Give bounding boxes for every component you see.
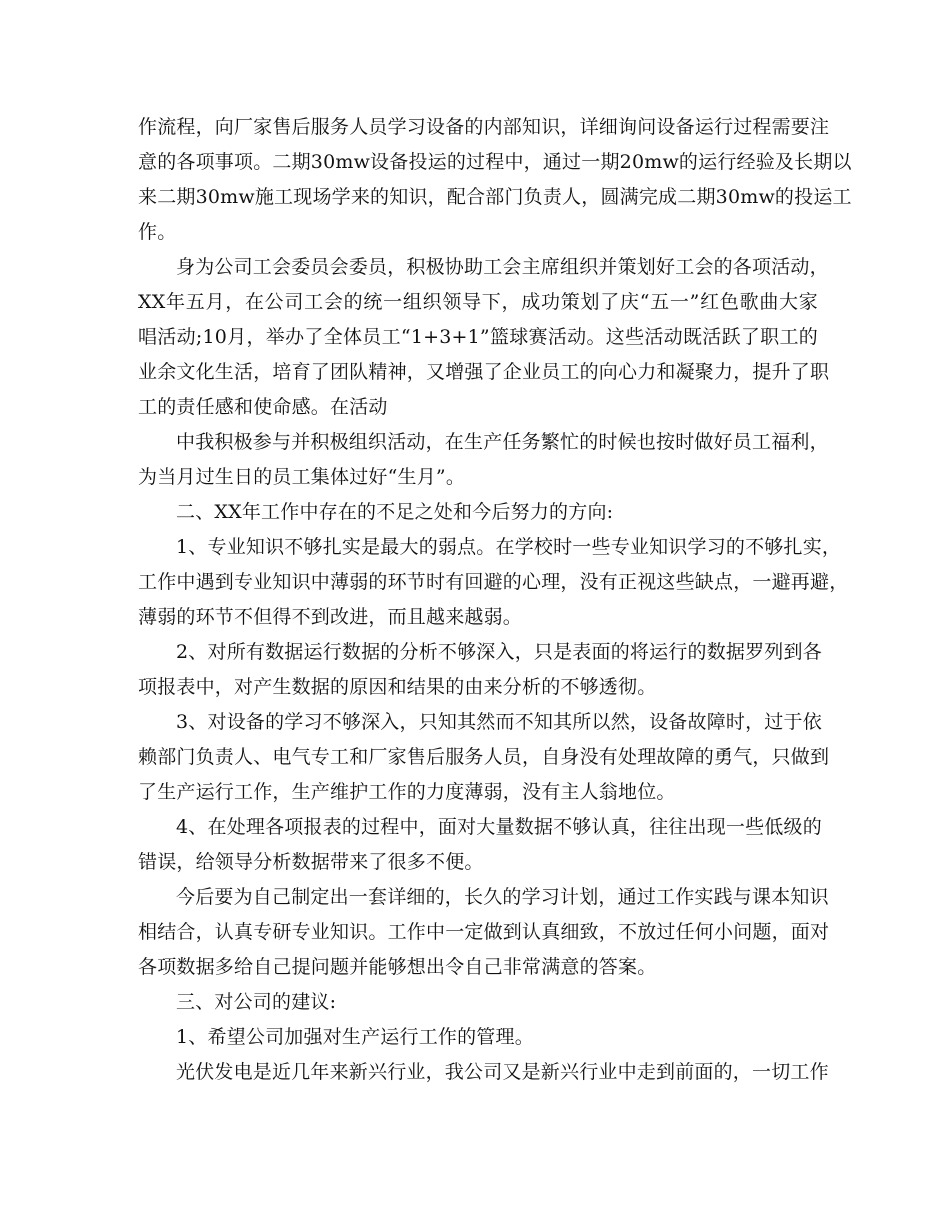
- text-line: 为当月过生日的员工集体过好“生月”。: [138, 466, 466, 488]
- text-line: 了生产运行工作，生产维护工作的力度薄弱，没有主人翁地位。: [138, 781, 676, 803]
- text-line: 薄弱的环节不但得不到改进，而且越来越弱。: [138, 606, 523, 628]
- section-heading: 三、对公司的建议:: [176, 991, 337, 1013]
- text-line: 光伏发电是近几年来新兴行业，我公司又是新兴行业中走到前面的，一切工作: [176, 1061, 829, 1083]
- text-line: 错误，给领导分析数据带来了很多不便。: [138, 851, 484, 873]
- text-line: 3、对设备的学习不够深入，只知其然而不知其所以然，设备故障时，过于依: [176, 711, 822, 733]
- text-line: 赖部门负责人、电气专工和厂家售后服务人员，自身没有处理故障的勇气，只做到: [138, 746, 830, 768]
- text-line: 各项数据多给自己提问题并能够想出令自己非常满意的答案。: [138, 956, 657, 978]
- text-line: 2、对所有数据运行数据的分析不够深入，只是表面的将运行的数据罗列到各: [176, 641, 822, 663]
- text-line: XX年五月，在公司工会的统一组织领导下，成功策划了庆“五一”红色歌曲大家: [138, 291, 818, 313]
- text-line: 今后要为自己制定出一套详细的，长久的学习计划，通过工作实践与课本知识: [176, 886, 829, 908]
- document-body: [138, 110, 852, 1090]
- text-line: 1、希望公司加强对生产运行工作的管理。: [176, 1026, 534, 1048]
- text-line: 来二期30mw施工现场学来的知识，配合部门负责人，圆满完成二期30mw的投运工: [138, 186, 852, 208]
- text-line: 1、专业知识不够扎实是最大的弱点。在学校时一些专业知识学习的不够扎实，: [176, 536, 842, 558]
- text-line: 中我积极参与并积极组织活动，在生产任务繁忙的时候也按时做好员工福利，: [176, 431, 829, 453]
- text-line: 4、在处理各项报表的过程中，面对大量数据不够认真，往往出现一些低级的: [176, 816, 822, 838]
- text-line: 工作中遇到专业知识中薄弱的环节时有回避的心理，没有正视这些缺点，一避再避，: [138, 571, 849, 593]
- text-line: 项报表中，对产生数据的原因和结果的由来分析的不够透彻。: [138, 676, 657, 698]
- text-line: 工的责任感和使命感。在活动: [138, 396, 388, 418]
- text-line: 业余文化生活，培育了团队精神，又增强了企业员工的向心力和凝聚力，提升了职: [138, 361, 830, 383]
- text-line: 身为公司工会委员会委员，积极协助工会主席组织并策划好工会的各项活动，: [176, 256, 829, 278]
- text-line: 意的各项事项。二期30mw设备投运的过程中，通过一期20mw的运行经验及长期以: [138, 151, 852, 173]
- section-heading: 二、XX年工作中存在的不足之处和今后努力的方向:: [176, 501, 614, 523]
- text-line: 相结合，认真专研专业知识。工作中一定做到认真细致，不放过任何小问题，面对: [138, 921, 830, 943]
- text-line: 作。: [138, 221, 177, 243]
- text-line: 唱活动;10月，举办了全体员工“1+3+1”篮球赛活动。这些活动既活跃了职工的: [138, 326, 818, 348]
- text-line: 作流程，向厂家售后服务人员学习设备的内部知识，详细询问设备运行过程需要注: [138, 116, 830, 138]
